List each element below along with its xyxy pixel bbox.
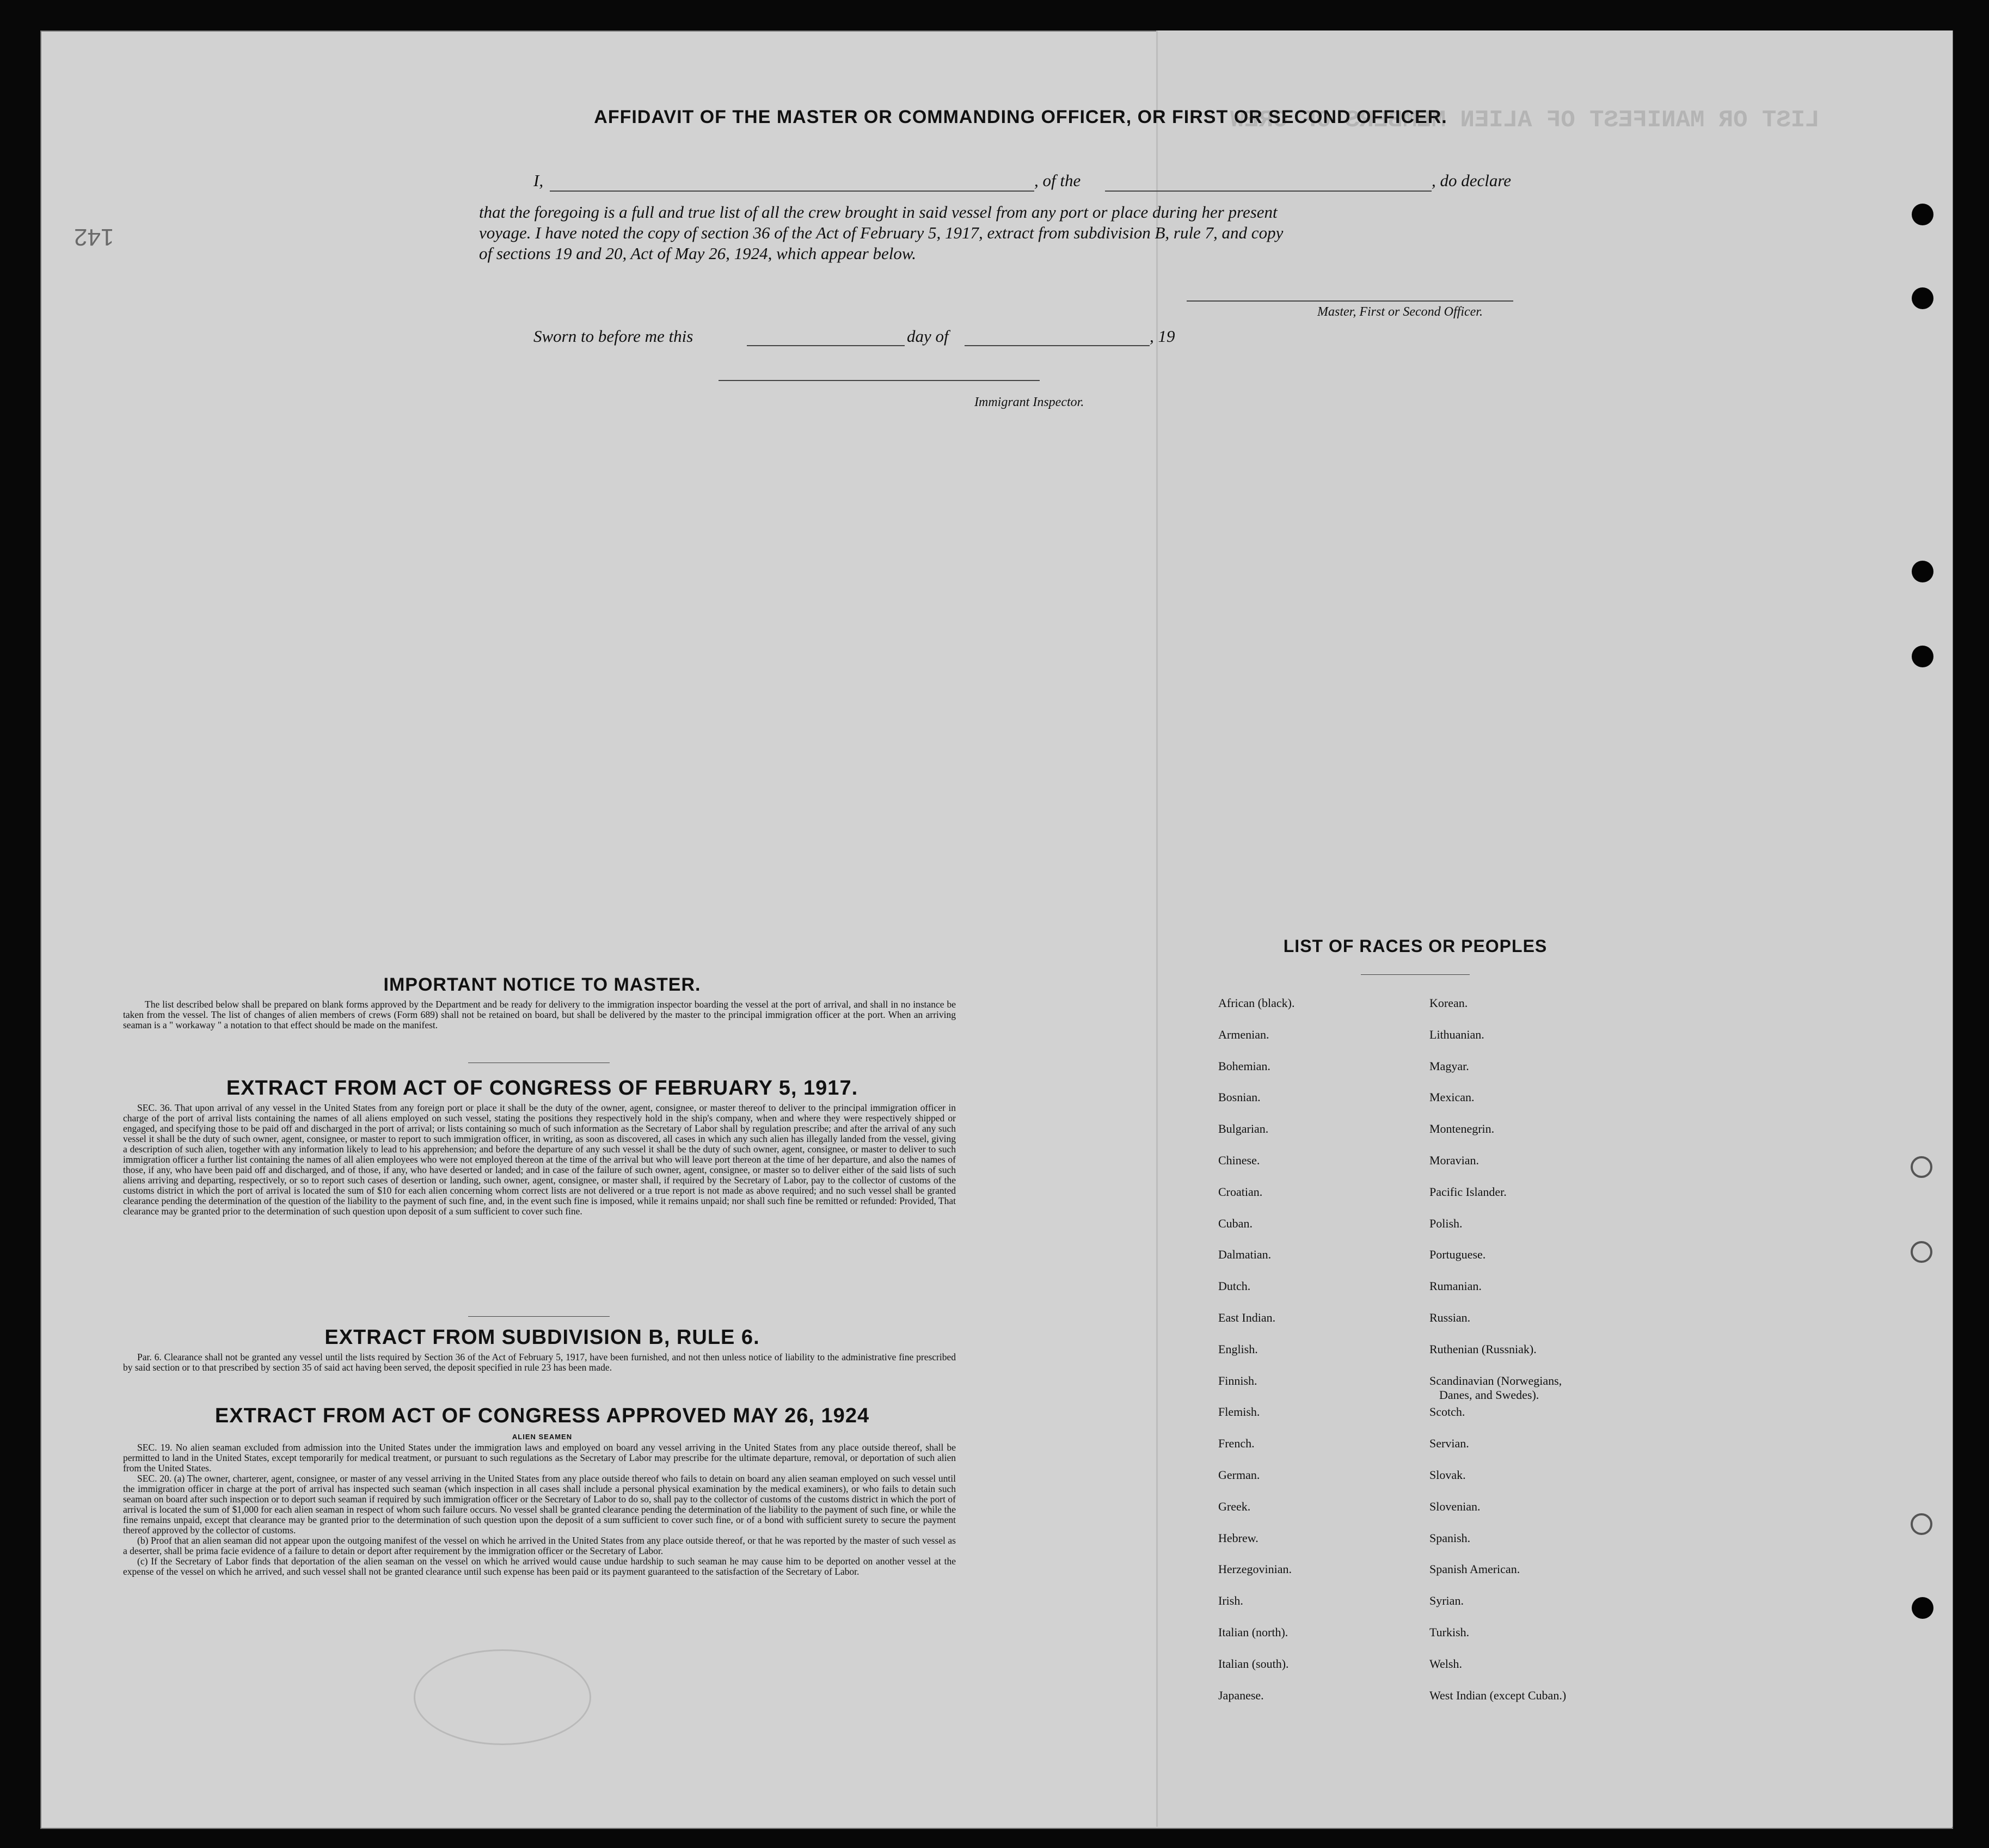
race-item: Finnish. xyxy=(1218,1373,1257,1387)
signature-label: Master, First or Second Officer. xyxy=(1317,305,1483,319)
extract-rule6-text xyxy=(123,1352,956,1373)
extract-1917-title: EXTRACT FROM ACT OF CONGRESS OF FEBRUARY 5, 1917. xyxy=(226,1077,858,1100)
declare-end-label: , do declare xyxy=(1432,171,1512,190)
extract-1917-paragraph: SEC. 36. That upon arrival of any vessel in the United States from any foreign port or place it shall be the duty of the owner, agent, consignee, or master thereof to deliver to the principal immigration officer in charge of the port of arrival lists containing the names of all aliens employed on such vessel, stating the positions they respectively hold in the ship's company, when and where they were respectively shipped or engaged, and specifying those to be paid off and discharged in the port of arrival; or lists containing so much of such information as the Secretary of Labor shall by regulation prescribe; and after the arrival of any such vessel it shall be the duty of such owner, agent, consignee, or master to report to such immigration officer, in writing, as soon as discovered, all cases in which any such alien has illegally landed from the vessel, giving a description of such alien, together with any information likely to lead to his apprehension; and before the departure of any such vessel it shall be the duty of such owner, agent, consignee, or master to deliver to such immigration officer a further list containing the names of all alien employees who were not employed thereon at the time of the arrival but who will leave port thereon at the time of her departure, and also the names of those, if any, who have been paid off and discharged, and of those, if any, who have deserted or landed; and in case of the failure of such owner, agent, consignee, or master so to deliver either of the said lists of such aliens arriving and departing, respectively, or so to report such cases of desertion or landing, such owner, agent, consignee, or master shall, if required by the Secretary of Labor, pay to the collector of customs of the customs district in which the port of arrival is located the sum of $10 for each alien concerning whom correct lists are not delivered or a true report is not made as above required; and no such vessel shall be granted clearance pending the determination of the question of the liability to the payment of such fine, and, in the event such fine is imposed, while it remains unpaid; nor shall such fine be remitted or refunded: Provided, That clearance may be granted prior to the determination of such question upon deposit of a sum sufficient to cover such fine. xyxy=(123,1102,956,1217)
affidavit-line-3: of sections 19 and 20, Act of May 26, 1924, which appear below. xyxy=(479,244,917,263)
name-blank-line xyxy=(550,191,1034,192)
bleed-through-heading: LIST OR MANIFEST OF ALIEN MEMBERS OF CREW xyxy=(1230,107,1820,134)
extract-1924-subtitle: ALIEN SEAMEN xyxy=(512,1433,573,1441)
page-number: 142 xyxy=(74,224,114,250)
binder-hole-ring xyxy=(1911,1513,1932,1535)
sworn-day-of: day of xyxy=(907,327,949,346)
race-item: West Indian (except Cuban.) xyxy=(1429,1688,1567,1702)
declare-of-the-label: , of the xyxy=(1034,171,1081,190)
race-item: Portuguese. xyxy=(1429,1248,1486,1262)
affidavit-title: AFFIDAVIT OF THE MASTER OR COMMANDING OFFICER, OR FIRST OR SECOND OFFICER. xyxy=(594,107,1447,127)
binder-hole xyxy=(1912,561,1933,582)
race-item: Mexican. xyxy=(1429,1090,1475,1104)
declare-i-label: I, xyxy=(533,171,544,190)
race-item: German. xyxy=(1218,1468,1260,1482)
binder-hole xyxy=(1912,1597,1933,1619)
race-item: Ruthenian (Russniak). xyxy=(1429,1342,1537,1356)
race-item: Magyar. xyxy=(1429,1059,1469,1073)
race-item: East Indian. xyxy=(1218,1311,1276,1324)
sworn-year: , 19 xyxy=(1150,327,1175,346)
race-item: Herzegovinian. xyxy=(1218,1562,1292,1576)
race-item: Italian (north). xyxy=(1218,1625,1288,1639)
binder-hole xyxy=(1912,287,1933,309)
sworn-day-blank xyxy=(747,345,905,346)
race-item: Hebrew. xyxy=(1218,1531,1259,1545)
race-item: Cuban. xyxy=(1218,1216,1253,1230)
sec-20a-paragraph: SEC. 20. (a) The owner, charterer, agent, consignee, or master of any vessel arriving in the United States from any place outside thereof who fails to detain on board any alien seaman employed on such vessel until the immigration officer in charge at the port of arrival has inspected such seaman (which inspection in all cases shall include a personal physical examination by the medical examiners), or who fails to detain such seaman on board after such inspection or to deport such seaman if required by such immigration officer or the Secretary of Labor to do so, shall pay to the collector of customs of the customs district in which the port of arrival is located the sum of $1,000 for each alien seaman in respect of whom such failure occurs. No vessel shall be granted clearance pending the determination of the liability to the payment of such fine, or while the fine remains unpaid, except that clearance may be granted prior to the determination of such question upon the deposit of a sum sufficient to cover such fine, or of a bond with sufficient surety to secure the payment thereof approved by the collector of customs. xyxy=(123,1473,956,1536)
binder-hole xyxy=(1912,204,1933,225)
race-item: Spanish. xyxy=(1429,1531,1471,1545)
vessel-blank-line xyxy=(1105,191,1432,192)
race-item: Lithuanian. xyxy=(1429,1027,1484,1041)
race-item: Italian (south). xyxy=(1218,1656,1289,1671)
race-item: Bohemian. xyxy=(1218,1059,1270,1073)
race-item: Dutch. xyxy=(1218,1279,1251,1293)
notice-paragraph: The list described below shall be prepared on blank forms approved by the Department and be ready for delivery to the immigration inspector boarding the vessel at the port of arrival, and shall in no instance be taken from the vessel. The list of changes of alien members of crews (Form 689) shall not be retained on board, but shall be delivered by the master to the principal immigration officer at the port. When an arriving seaman is a " workaway " a notation to that effect should be made on the manifest. xyxy=(123,999,956,1030)
notice-title: IMPORTANT NOTICE TO MASTER. xyxy=(383,974,701,995)
sworn-month-blank xyxy=(965,345,1150,346)
race-item: Servian. xyxy=(1429,1436,1469,1451)
race-item: Slovenian. xyxy=(1429,1499,1481,1513)
race-item: Dalmatian. xyxy=(1218,1248,1272,1262)
race-item: Slovak. xyxy=(1429,1468,1466,1482)
race-item: Polish. xyxy=(1429,1216,1463,1230)
binder-hole-ring xyxy=(1911,1156,1932,1178)
signature-line xyxy=(1187,300,1513,302)
affidavit-line-1: that the foregoing is a full and true list of all the crew brought in said vessel from any port or place during her present xyxy=(479,202,1278,222)
race-item: Bulgarian. xyxy=(1218,1122,1269,1136)
race-item: English. xyxy=(1218,1342,1258,1356)
extract-rule6-title: EXTRACT FROM SUBDIVISION B, RULE 6. xyxy=(324,1326,760,1349)
extract-rule6-paragraph: Par. 6. Clearance shall not be granted any vessel until the lists required by Section 36 of the Act of February 5, 1917, have been furnished, and not then unless notice of liability to the administrative fine prescribed by said section or to that prescribed by section 35 of said act having been served, the deposit specified in rule 23 has been made. xyxy=(123,1352,956,1373)
sec-20b-paragraph: (b) Proof that an alien seaman did not appear upon the outgoing manifest of the vessel on which he arrived in the United States from any place outside thereof, or that he was reported by the master of such vessel as a deserter, shall be prima facie evidence of a failure to detain or deport after requirement by the immigration officer or the Secretary of Labor. xyxy=(123,1535,956,1556)
race-item: Bosnian. xyxy=(1218,1090,1261,1104)
inspector-label: Immigrant Inspector. xyxy=(974,395,1084,409)
race-item: Scotch. xyxy=(1429,1405,1465,1419)
extract-1924-text xyxy=(123,1442,956,1577)
race-item: Scandinavian (Norwegians, xyxy=(1429,1373,1562,1387)
sec-20c-paragraph: (c) If the Secretary of Labor finds that deportation of the alien seaman on the vessel on which he arrived would cause undue hardship to such seaman he may cause him to be deported on another vessel at the expense of the vessel on which he arrived, and such vessel shall not be granted clearance until such expense has been paid or its payment guaranteed to the satisfaction of the Secretary of Labor. xyxy=(123,1556,956,1577)
race-item: Rumanian. xyxy=(1429,1279,1482,1293)
sec-19-paragraph: SEC. 19. No alien seaman excluded from admission into the United States under the immigration laws and employed on board any vessel arriving in the United States from any place outside thereof, shall be permitted to land in the United States, except temporarily for medical treatment, or pursuant to such regulations as the Secretary of Labor may prescribe for the ultimate departure, removal, or deportation of such alien from the United States. xyxy=(123,1442,956,1474)
race-item: French. xyxy=(1218,1436,1255,1451)
inspector-signature-line xyxy=(719,380,1040,381)
race-item: Korean. xyxy=(1429,996,1468,1010)
race-item: Turkish. xyxy=(1429,1625,1470,1639)
right-page-half xyxy=(1156,30,1953,1827)
race-item: Russian. xyxy=(1429,1311,1471,1324)
race-item: Flemish. xyxy=(1218,1405,1260,1419)
race-item: Chinese. xyxy=(1218,1153,1260,1167)
section-divider xyxy=(468,1316,610,1317)
race-item: Irish. xyxy=(1218,1594,1243,1608)
race-item: Croatian. xyxy=(1218,1184,1263,1199)
race-item: Syrian. xyxy=(1429,1594,1464,1608)
extract-1924-title: EXTRACT FROM ACT OF CONGRESS APPROVED MAY 26, 1924 xyxy=(214,1404,870,1427)
race-item: Welsh. xyxy=(1429,1656,1462,1671)
affidavit-line-2: voyage. I have noted the copy of section 36 of the Act of February 5, 1917, extract from subdivision B, rule 7, and copy xyxy=(479,223,1284,242)
race-item: Danes, and Swedes). xyxy=(1439,1387,1539,1402)
race-item: Spanish American. xyxy=(1429,1562,1520,1576)
binder-hole-ring xyxy=(1911,1241,1932,1263)
race-item: African (black). xyxy=(1218,996,1295,1010)
race-item: Montenegrin. xyxy=(1429,1122,1495,1136)
race-item: Japanese. xyxy=(1218,1688,1264,1702)
faint-stamp xyxy=(414,1649,591,1745)
sworn-prefix: Sworn to before me this xyxy=(533,327,693,346)
races-title-underline xyxy=(1361,974,1470,975)
race-item: Greek. xyxy=(1218,1499,1251,1513)
extract-1917-text xyxy=(123,1103,956,1217)
binder-hole xyxy=(1912,646,1933,667)
races-title: LIST OF RACES OR PEOPLES xyxy=(1283,936,1548,956)
race-item: Moravian. xyxy=(1429,1153,1480,1167)
race-item: Armenian. xyxy=(1218,1027,1269,1041)
race-item: Pacific Islander. xyxy=(1429,1184,1507,1199)
notice-text xyxy=(123,999,956,1030)
